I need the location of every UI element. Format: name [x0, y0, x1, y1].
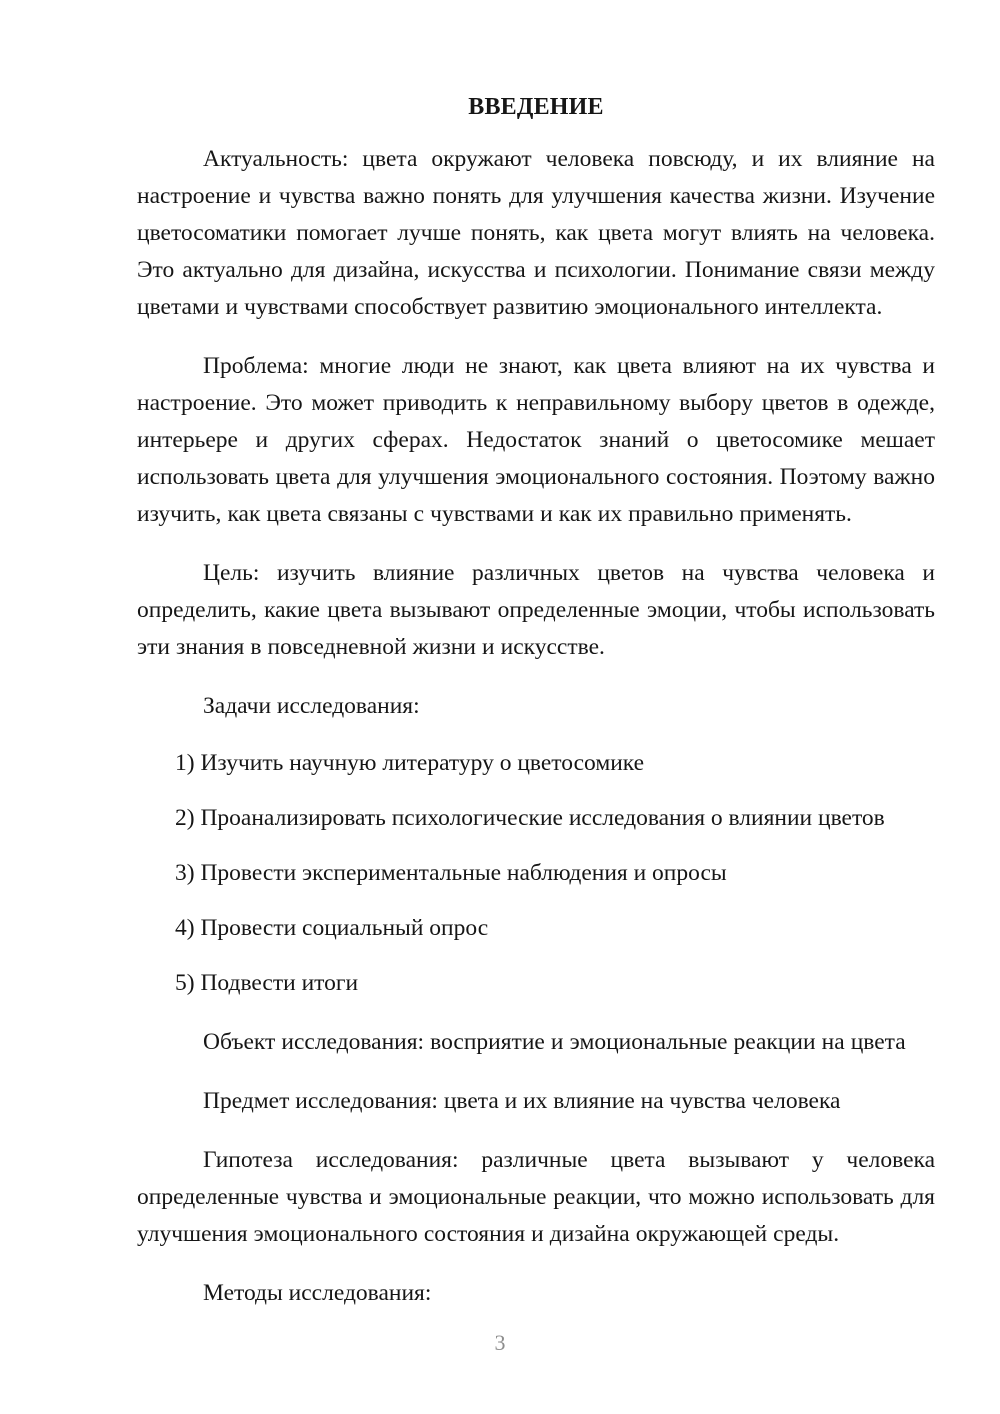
paragraph-hypothesis: Гипотеза исследования: различные цвета вызывают у человека определенные чувства и эмоциональные реакции, что можно использовать для улучшения эмоционального состояния и дизайна окружающей среды. [137, 1146, 935, 1247]
paragraph-goal: Цель: изучить влияние различных цветов на чувства человека и определить, какие цвета вызывают определенные эмоции, чтобы использовать эти знания в повседневной жизни и искусстве. [137, 559, 935, 660]
page-number: 3 [494, 1330, 506, 1355]
page-title: ВВЕДЕНИЕ [468, 94, 604, 120]
list-item: 3) Провести экспериментальные наблюдения и опросы [175, 859, 727, 886]
paragraph-subject: Предмет исследования: цвета и их влияние на чувства человека [203, 1087, 841, 1114]
list-item: 2) Проанализировать психологические исследования о влиянии цветов [175, 804, 885, 831]
page-content [137, 0, 935, 1312]
list-item: 5) Подвести итоги [175, 969, 359, 996]
paragraph-relevance: Актуальность: цвета окружают человека повсюду, и их влияние на настроение и чувства важно понять для улучшения качества жизни. Изучение цветосоматики помогает лучше понять, как цвета могут влиять на человека. Это актуально для дизайна, искусства и психологии. Понимание связи между цветами и чувствами способствует развитию эмоционального интеллекта. [137, 145, 935, 320]
task-list [137, 725, 935, 1002]
list-item: 1) Изучить научную литературу о цветосомике [175, 749, 645, 776]
heading-tasks: Задачи исследования: [203, 692, 420, 719]
paragraph-object: Объект исследования: восприятие и эмоциональные реакции на цвета [203, 1028, 906, 1055]
list-item: 4) Провести социальный опрос [175, 914, 489, 941]
paragraph-problem: Проблема: многие люди не знают, как цвета влияют на их чувства и настроение. Это может приводить к неправильному выбору цветов в одежде, интерьере и других сферах. Недостаток знаний о цветосомике мешает использовать цвета для улучшения эмоционального состояния. Поэтому важно изучить, как цвета связаны с чувствами и как их правильно применять. [137, 352, 935, 527]
heading-methods: Методы исследования: [203, 1279, 432, 1306]
